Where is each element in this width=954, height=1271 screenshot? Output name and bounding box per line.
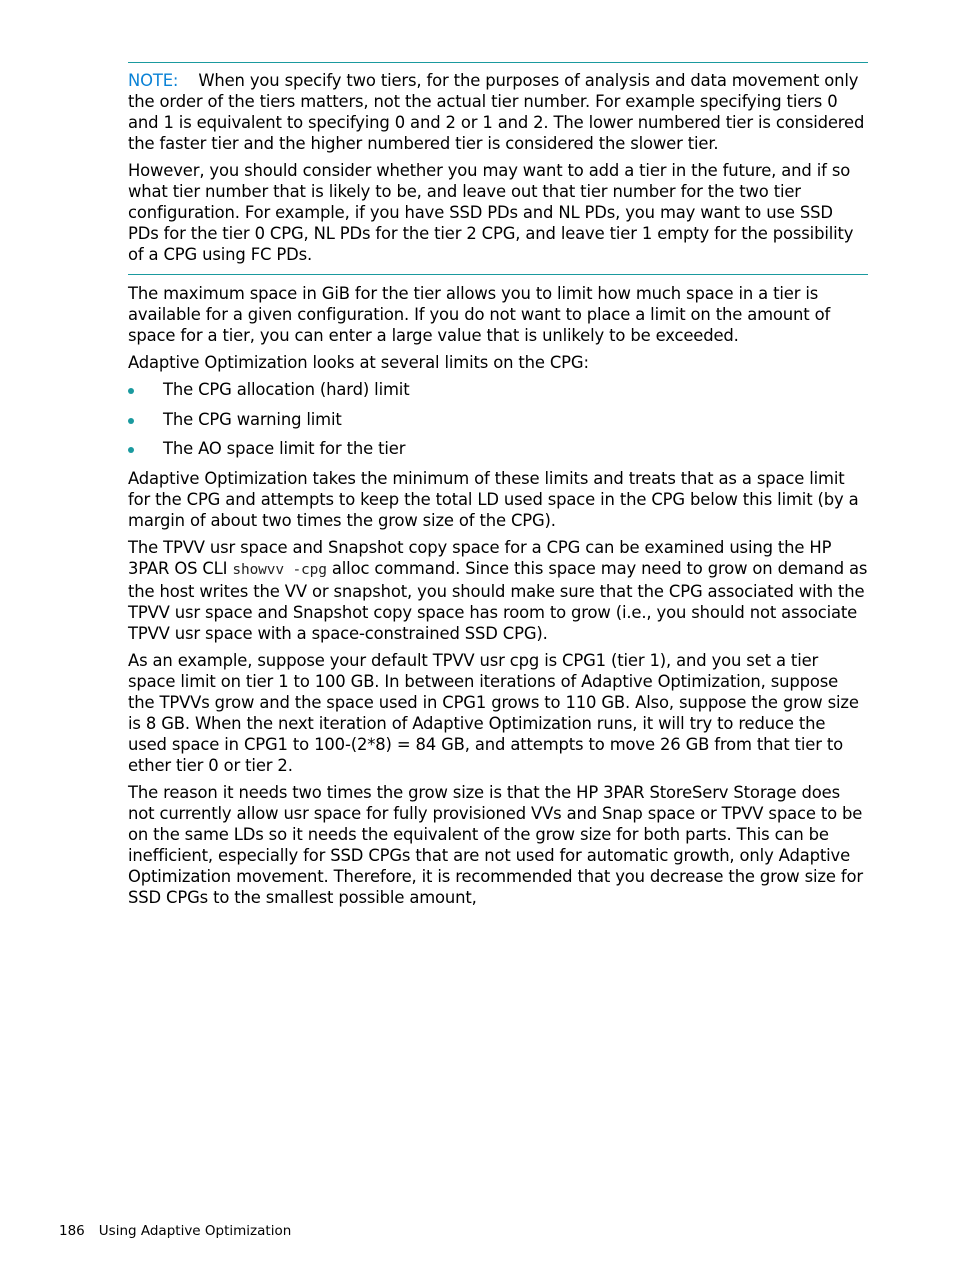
list-item-text: The CPG allocation (hard) limit <box>163 380 410 399</box>
note-box <box>128 62 868 275</box>
page-footer <box>59 1222 291 1240</box>
section-title: Using Adaptive Optimization <box>98 1223 292 1239</box>
bullet-icon <box>128 388 134 394</box>
list-item <box>128 438 868 459</box>
note-label: NOTE: <box>128 71 179 90</box>
list-item-text: The CPG warning limit <box>163 409 342 429</box>
note-text-1: When you specify two tiers, for the purposes of analysis and data movement only the order of the tiers matters, not the actual tier number. For example specifying tiers 0 and 1 is equivalent to specifying 0 and 2 or 1 and 2. The lower numbered tier is considered the faster tier and the higher numbered tier is considered the slower tier. <box>128 71 865 153</box>
cli-command: showvv -cpg <box>232 561 327 578</box>
list-item <box>128 409 868 430</box>
tpvv-text-after: alloc command. Since this space may need to grow on demand as the host writes the VV or snapshot, you should make sure that the CPG associated with the TPVV usr space and Snapshot copy space has room to grow (i.e., you should not associate TPVV usr space with a space-constrained SSD CPG). <box>128 558 868 643</box>
note-paragraph-2: However, you should consider whether you may want to add a tier in the future, and if so what tier number that is likely to be, and leave out that tier number for the two tier configuration. For example, if you have SSD PDs and NL PDs, you may want to use SSD PDs for the tier 0 CPG, NL PDs for the tier 2 CPG, and leave tier 1 empty for the possibility of a CPG using FC PDs. <box>128 161 854 264</box>
paragraph-minimum: Adaptive Optimization takes the minimum of these limits and treats that as a space limit for the CPG and attempts to keep the total LD used space in the CPG below this limit (by a margin of about two times the grow size of the CPG). <box>128 468 859 530</box>
paragraph-max-space: The maximum space in GiB for the tier allows you to limit how much space in a tier is available for a given configuration. If you do not want to place a limit on the amount of space for a tier, you can enter a large value that is unlikely to be exceeded. <box>128 284 831 345</box>
paragraph-limits-intro: Adaptive Optimization looks at several limits on the CPG: <box>128 353 589 372</box>
note-paragraph-1 <box>128 70 868 154</box>
paragraph-tpvv <box>128 537 868 644</box>
paragraph-example: As an example, suppose your default TPVV usr cpg is CPG1 (tier 1), and you set a tier space limit on tier 1 to 100 GB. In between iterations of Adaptive Optimization, suppose the TPVVs grow and the space used in CPG1 grows to 110 GB. Also, suppose the grow size is 8 GB. When the next iteration of Adaptive Optimization runs, it will try to reduce the used space in CPG1 to 100-(2*8) = 84 GB, and attempts to move 26 GB from that tier to ether tier 0 or tier 2. <box>128 650 859 775</box>
page-number: 186 <box>59 1223 85 1239</box>
bullet-icon <box>128 447 134 453</box>
paragraph-reason: The reason it needs two times the grow size is that the HP 3PAR StoreServ Storage does not currently allow usr space for fully provisioned VVs and Snap space or TPVV space to be on the same LDs so it needs the equivalent of the grow size for both parts. This can be inefficient, especially for SSD CPGs that are not used for automatic growth, only Adaptive Optimization movement. Therefore, it is recommended that you decrease the grow size for SSD CPGs to the smallest possible amount, <box>128 782 863 907</box>
list-item-text: The AO space limit for the tier <box>163 439 406 458</box>
tpvv-text-before: The TPVV usr space and Snapshot copy space for a CPG can be examined using the HP 3PAR OS CLI <box>128 537 832 578</box>
page-content <box>128 62 868 914</box>
bullet-icon <box>128 418 134 424</box>
list-item <box>128 379 868 400</box>
limits-list <box>128 379 868 459</box>
